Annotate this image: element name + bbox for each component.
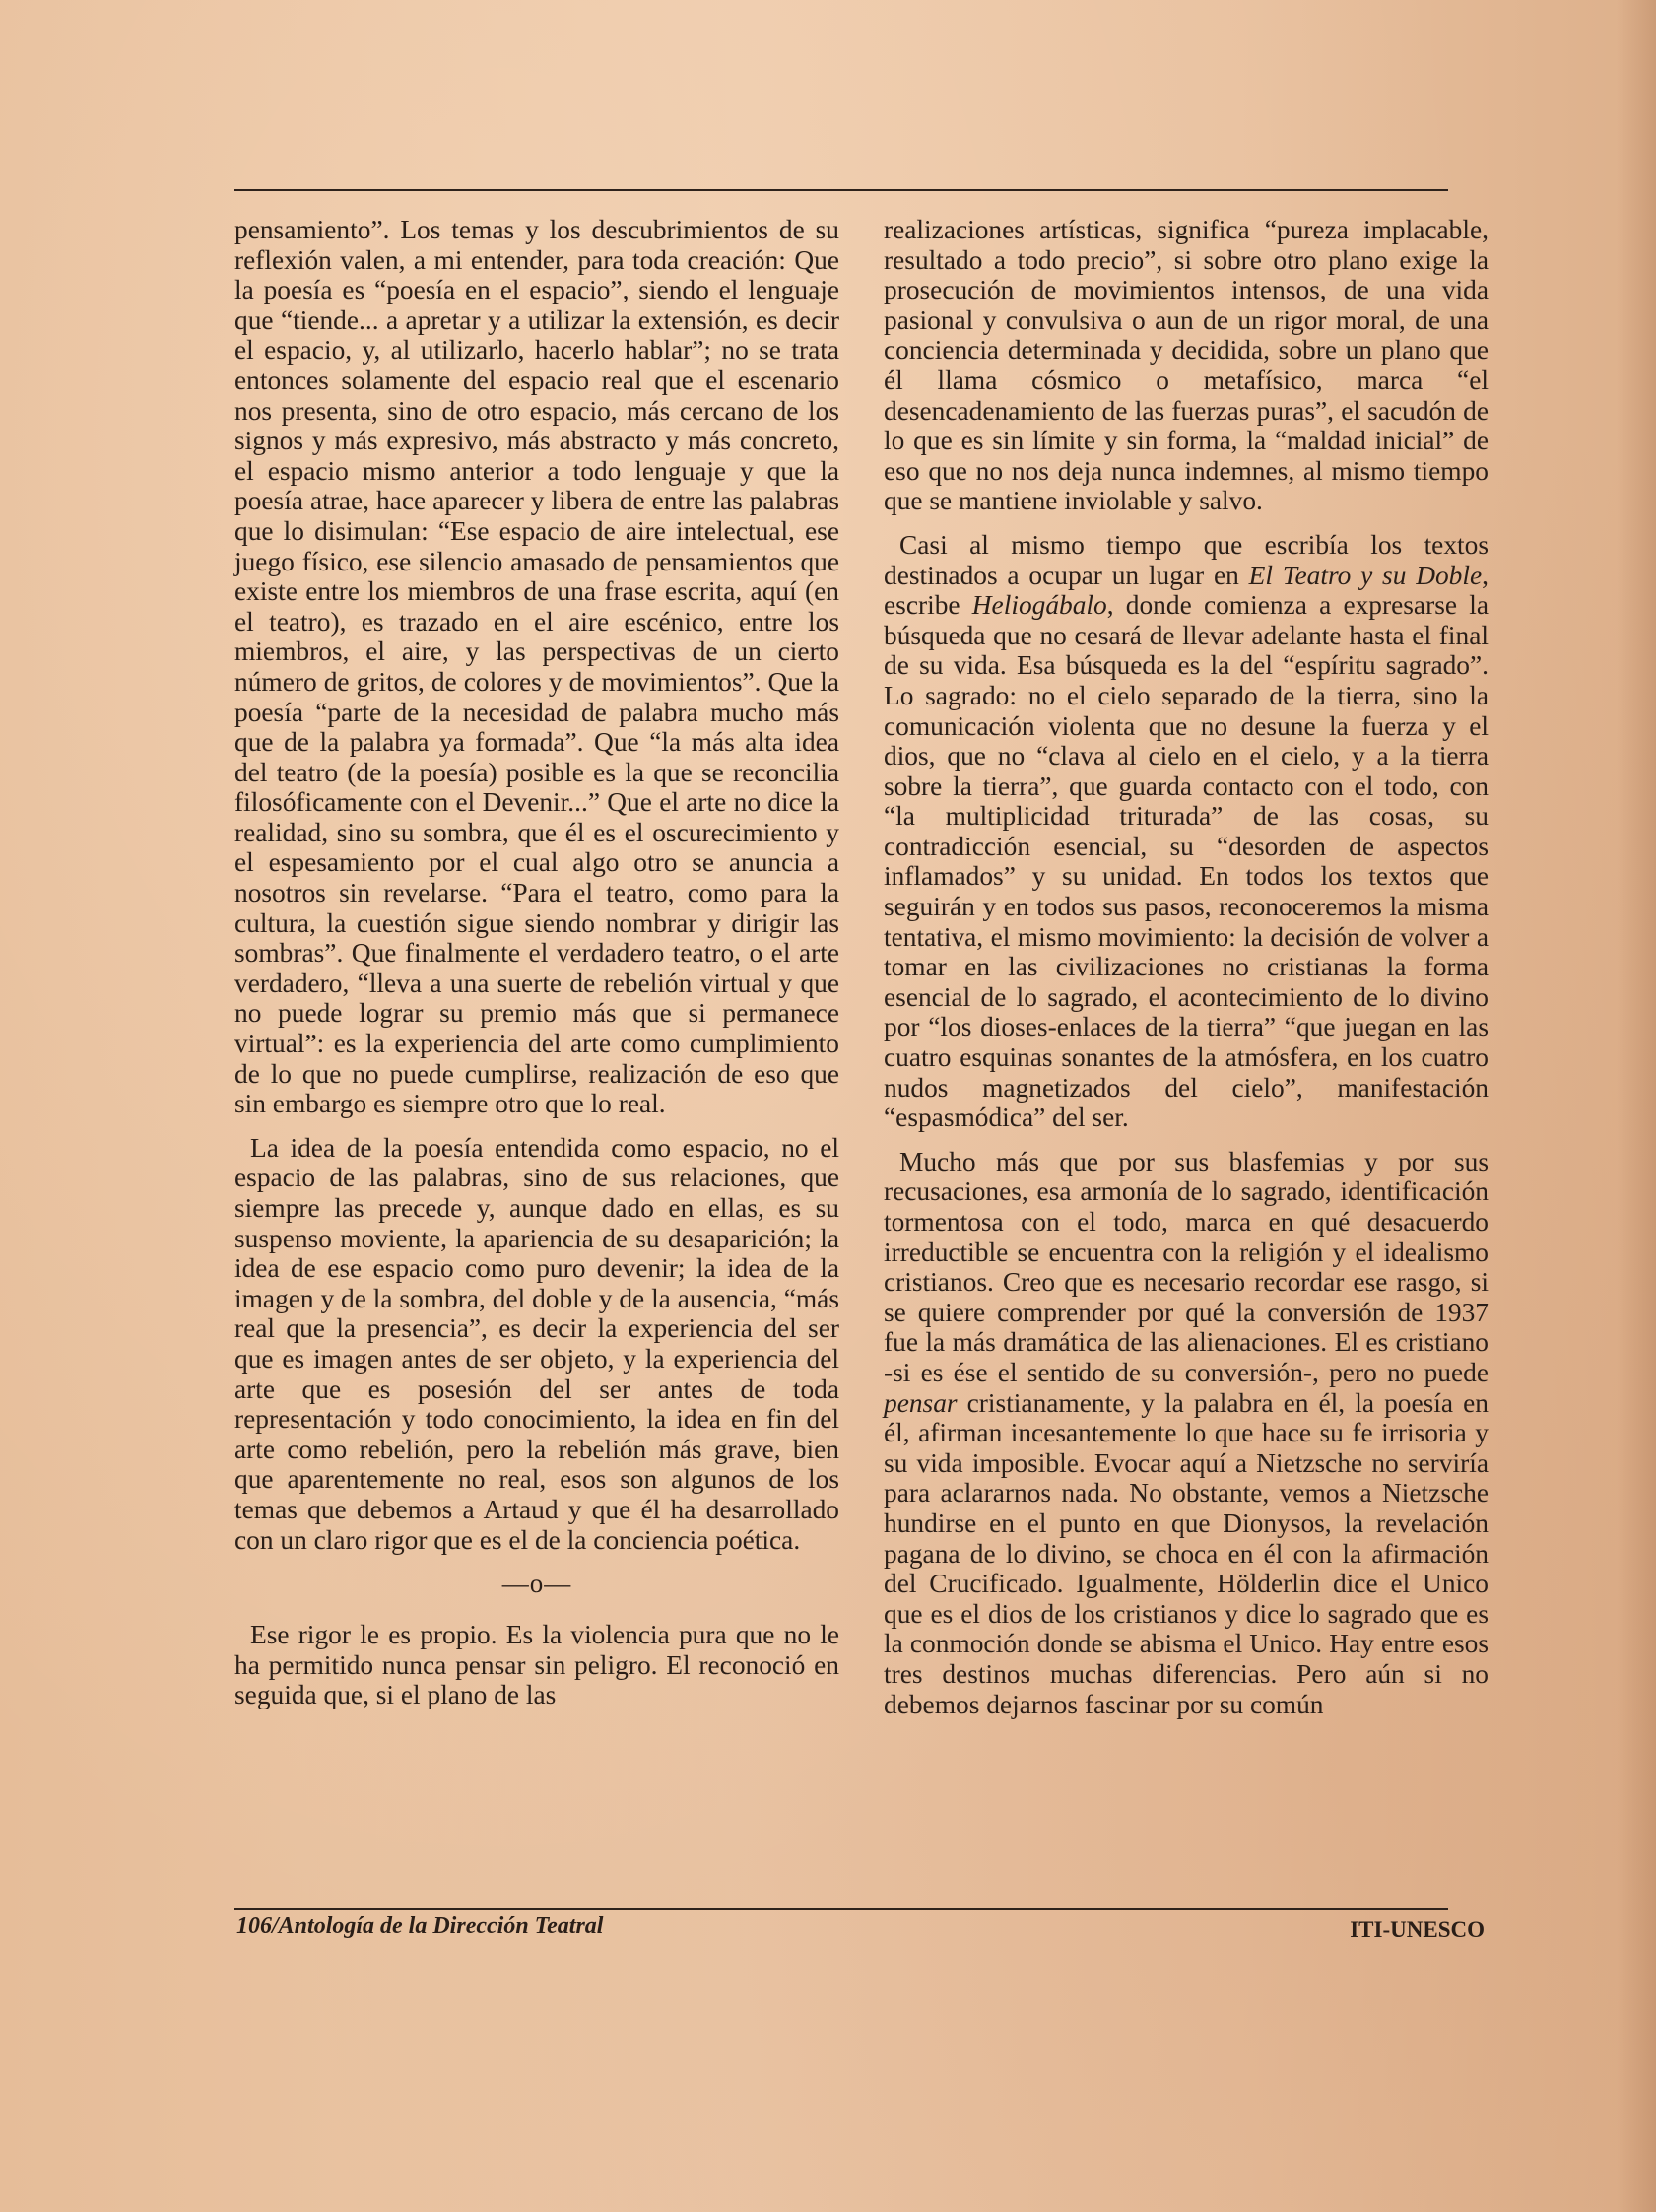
left-paragraph-2: La idea de la poesía entendida como espacio, no el espacio de las palabras, sino de sus relaciones, que siempre las precede y, aunque dado en ellas, es su suspenso moviente, la apariencia de su desaparición; la idea de ese espacio como puro devenir; la idea de la imagen y de la sombra, del doble y de la ausencia, “más real que la presencia”, es decir la experiencia del ser que es imagen antes de ser objeto, y la experiencia del arte que es posesión del ser antes de toda representación y todo conocimiento, la idea en fin del arte como rebelión, pero la rebelión más grave, bien que aparentemente no real, esos son algunos de los temas que debemos a Artaud y que él ha desarrollado con un claro rigor que es el de la conciencia poética.: [234, 1132, 839, 1555]
right-paragraph-2-text-a: Casi al mismo tiempo que escribía los textos destinados a ocupar un lugar en: [884, 529, 1489, 590]
right-column: [884, 215, 1489, 1719]
right-paragraph-3-text-a: Mucho más que por sus blasfemias y por sus recusaciones, esa armonía de lo sagrado, identificación tormentosa con el todo, marca en qué desacuerdo irreductible se encuentra con la religión y el idealismo cristianos. Creo que es necesario recordar ese rasgo, si se quiere comprender por qué la conversión de 1937 fue la más dramática de las alienaciones. El es cristiano -si es ése el sentido de su conversión-, pero no puede: [884, 1146, 1489, 1387]
footer-page-label: 106/Antología de la Dirección Teatral: [236, 1913, 604, 1939]
right-paragraph-3-text-b: cristianamente, y la palabra en él, la poesía en él, afirman incesantemente lo que hace su fe irrisoria y su vida imposible. Evocar aquí a Nietzsche no serviría para aclararnos nada. No obstante, vemos a Nietzsche hundirse en el punto en que Dionysos, la revelación pagana de lo divino, se choca en él con la afirmación del Crucificado. Igualmente, Hölderlin dice el Unico que es el dios de los cristianos y dice lo sagrado que es la conmoción donde se abisma el Unico. Hay entre esos tres destinos muchas diferencias. Pero aún si no debemos dejarnos fascinar por su común: [884, 1387, 1489, 1719]
emphasis-pensar: pensar: [884, 1387, 958, 1418]
footer-rule: [234, 1908, 1448, 1910]
book-title-teatro-doble: El Teatro y su Doble: [1248, 560, 1483, 590]
left-paragraph-1: pensamiento”. Los temas y los descubrimientos de su reflexión valen, a mi entender, para toda creación: Que la poesía es “poesía en el espacio”, siendo el lenguaje que “tiende... a apretar y a utilizar la extensión, es decir el espacio, y, al utilizarlo, hacerlo hablar”; no se trata entonces solamente del espacio real que el escenario nos presenta, sino de otro espacio, más cercano de los signos y más expresivo, más abstracto y más concreto, el espacio mismo anterior a todo lenguaje y que la poesía atrae, hace aparecer y libera de entre las palabras que lo disimulan: “Ese espacio de aire intelectual, ese juego físico, ese silencio amasado de pensamientos que existe entre los miembros de una frase escrita, aquí (en el teatro), es trazado en el aire escénico, entre los miembros, el aire, y las perspectivas de un cierto número de gritos, de colores y de movimientos”. Que la poesía “parte de la necesidad de palabra mucho más que de la palabra ya formada”. Que “la más alta idea del teatro (de la poesía) posible es la que se reconcilia filosóficamente con el Devenir...” Que el arte no dice la realidad, sino su sombra, que él es el oscurecimiento y el espesamiento por el cual algo otro se anuncia a nosotros sin revelarse. “Para el teatro, como para la cultura, la cuestión sigue siendo nombrar y dirigir las sombras”. Que finalmente el verdadero teatro, o el arte verdadero, “lleva a una suerte de rebelión virtual y que no puede lograr su premio más que si permanece virtual”: es la experiencia del arte como cumplimiento de lo que no puede cumplirse, realización de eso que sin embargo es siempre otro que lo real.: [234, 215, 839, 1119]
right-paragraph-1: realizaciones artísticas, significa “pureza implacable, resultado a todo precio”, si sobre otro plano exige la prosecución de movimientos intensos, de una vida pasional y convulsiva o aun de un rigor moral, de una conciencia determinada y decidida, sobre un plano que él llama cósmico o metafísico, marca “el desencadenamiento de las fuerzas puras”, el sacudón de lo que es sin límite y sin forma, la “maldad inicial” de eso que no nos deja nunca indemnes, al mismo tiempo que se mantiene inviolable y salvo.: [884, 215, 1489, 516]
book-title-heliogabalo: Heliogábalo: [971, 590, 1107, 621]
left-column: [234, 215, 839, 1710]
right-paragraph-2-text-b: , escribe: [884, 560, 1490, 621]
footer-publisher: ITI-UNESCO: [1350, 1917, 1485, 1942]
page-edge-shadow: [1617, 0, 1656, 2212]
right-paragraph-2-text-c: , donde comienza a expresarse la búsqueda que no cesará de llevar adelante hasta el final de su vida. Esa búsqueda es la del “espíritu sagrado”. Lo sagrado: no el cielo separado de la tierra, sino la comunicación violenta que no desune la fuerza y el dios, que no “clava al cielo en el cielo, y a la tierra sobre la tierra”, que guarda contacto con el todo, con “la multiplicidad triturada” de las cosas, su contradicción esencial, su “desorden de aspectos inflamados” y su unidad. En todos los textos que seguirán y en todos sus pasos, reconoceremos la misma tentativa, el mismo movimiento: la decisión de volver a tomar en las civilizaciones no cristianas la forma esencial de lo sagrado, el acontecimiento de lo divino por “los dioses-enlaces de la tierra” “que juegan en las cuatro esquinas sonantes de la atmósfera, en los cuatro nudos magnetizados del cielo”, manifestación “espasmódica” del ser.: [884, 590, 1490, 1133]
right-paragraph-3: [884, 1147, 1489, 1719]
header-rule: [234, 189, 1448, 191]
right-paragraph-2: [884, 530, 1489, 1133]
section-separator: —o—: [501, 1569, 572, 1599]
left-paragraph-3: Ese rigor le es propio. Es la violencia pura que no le ha permitido nunca pensar sin peligro. El reconoció en seguida que, si el plano de las: [234, 1620, 839, 1710]
